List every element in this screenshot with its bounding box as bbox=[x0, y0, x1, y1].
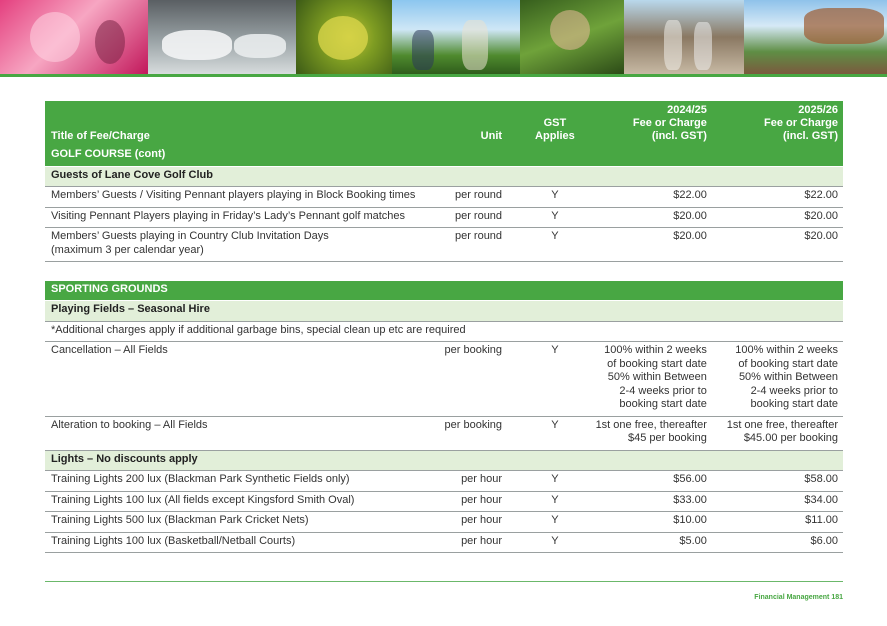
fee-2025-26: $11.00 bbox=[712, 512, 843, 533]
section-spacer bbox=[45, 262, 843, 281]
header-fy2025 bbox=[712, 101, 843, 146]
fee-unit: per hour bbox=[439, 532, 508, 553]
fee-line: $45.00 per booking bbox=[743, 432, 838, 444]
fee-line: 1st one free, thereafter bbox=[726, 418, 838, 431]
fee-gst: Y bbox=[507, 342, 580, 417]
fee-unit: per round bbox=[439, 187, 508, 208]
fee-line: 50% within Between bbox=[607, 371, 707, 383]
fee-gst: Y bbox=[507, 228, 580, 262]
subsection-title: Lights – No discounts apply bbox=[45, 450, 843, 471]
fee-line: 1st one free, thereafter bbox=[595, 418, 707, 431]
fee-line: of booking start date bbox=[607, 357, 707, 370]
fee-title: Training Lights 100 lux (All fields except Kingsford Smith Oval) bbox=[45, 491, 439, 512]
fee-line: $45 per booking bbox=[627, 432, 707, 444]
fee-unit: per round bbox=[439, 228, 508, 262]
fees-table bbox=[45, 101, 843, 553]
fee-2024-25 bbox=[580, 342, 712, 417]
fee-gst: Y bbox=[507, 471, 580, 492]
table-row bbox=[45, 491, 843, 512]
header-fy2025-line: (incl. GST) bbox=[783, 130, 838, 142]
fee-line: 100% within 2 weeks bbox=[604, 344, 707, 356]
fee-gst: Y bbox=[507, 207, 580, 228]
fee-title: Training Lights 200 lux (Blackman Park Synthetic Fields only) bbox=[45, 471, 439, 492]
fee-title: Visiting Pennant Players playing in Friday’s Lady’s Pennant golf matches bbox=[45, 207, 439, 228]
table-row bbox=[45, 512, 843, 533]
header-fy2025-line: 2025/26 bbox=[798, 104, 838, 116]
fee-title: Alteration to booking – All Fields bbox=[45, 416, 439, 450]
fee-2024-25: $20.00 bbox=[580, 228, 712, 262]
fee-2025-26: $58.00 bbox=[712, 471, 843, 492]
fee-unit: per booking bbox=[439, 342, 508, 417]
subsection-row-playing-fields bbox=[45, 301, 843, 322]
table-row bbox=[45, 342, 843, 417]
fee-2025-26 bbox=[712, 416, 843, 450]
fee-line: booking start date bbox=[619, 398, 707, 410]
photo-banner bbox=[0, 0, 887, 74]
subsection-row-lights bbox=[45, 450, 843, 471]
header-title: Title of Fee/Charge bbox=[45, 101, 439, 146]
table-row bbox=[45, 416, 843, 450]
fee-2024-25 bbox=[580, 416, 712, 450]
header-fy2025-line: Fee or Charge bbox=[764, 117, 838, 129]
banner-photo-children-play bbox=[0, 0, 148, 74]
fee-2025-26: $6.00 bbox=[712, 532, 843, 553]
banner-divider bbox=[0, 74, 887, 77]
fee-2025-26: $34.00 bbox=[712, 491, 843, 512]
fee-unit: per round bbox=[439, 207, 508, 228]
fee-title-line: (maximum 3 per calendar year) bbox=[51, 243, 204, 256]
page-footer: Financial Management 181 bbox=[754, 594, 843, 601]
fee-gst: Y bbox=[507, 532, 580, 553]
fee-unit: per booking bbox=[439, 416, 508, 450]
fee-2024-25: $56.00 bbox=[580, 471, 712, 492]
fee-2025-26: $22.00 bbox=[712, 187, 843, 208]
banner-photo-electric-cars bbox=[148, 0, 296, 74]
fee-2025-26 bbox=[712, 342, 843, 417]
header-fy2024 bbox=[580, 101, 712, 146]
fee-line: 50% within Between bbox=[738, 371, 838, 383]
fee-title: Members’ Guests / Visiting Pennant players playing in Block Booking times bbox=[45, 187, 439, 208]
fee-2025-26: $20.00 bbox=[712, 207, 843, 228]
note-text: *Additional charges apply if additional garbage bins, special clean up etc are required bbox=[45, 321, 843, 342]
header-unit: Unit bbox=[439, 101, 508, 146]
fee-2024-25: $5.00 bbox=[580, 532, 712, 553]
fee-line: 2-4 weeks prior to bbox=[619, 384, 707, 397]
fee-2024-25: $22.00 bbox=[580, 187, 712, 208]
table-row bbox=[45, 187, 843, 208]
fee-unit: per hour bbox=[439, 471, 508, 492]
banner-photo-plaza-building bbox=[744, 0, 887, 74]
fee-2024-25: $20.00 bbox=[580, 207, 712, 228]
header-gst-line: GST bbox=[543, 117, 567, 129]
subsection-title: Playing Fields – Seasonal Hire bbox=[45, 301, 843, 322]
header-fy2024-line: Fee or Charge bbox=[632, 117, 707, 129]
section-row-sporting bbox=[45, 281, 843, 301]
fee-2025-26: $20.00 bbox=[712, 228, 843, 262]
fee-title bbox=[45, 228, 439, 262]
banner-photo-family-park bbox=[392, 0, 520, 74]
header-fy2024-line: (incl. GST) bbox=[651, 130, 707, 142]
header-gst-line: Applies bbox=[535, 130, 575, 142]
fee-title: Cancellation – All Fields bbox=[45, 342, 439, 417]
section-row-golf bbox=[45, 146, 843, 166]
fee-title: Training Lights 100 lux (Basketball/Netball Courts) bbox=[45, 532, 439, 553]
fee-line: booking start date bbox=[750, 398, 838, 410]
header-fy2024-line: 2024/25 bbox=[667, 104, 707, 116]
fee-gst: Y bbox=[507, 187, 580, 208]
fee-gst: Y bbox=[507, 491, 580, 512]
table-header-row bbox=[45, 101, 843, 146]
table-row bbox=[45, 471, 843, 492]
note-row bbox=[45, 321, 843, 342]
spacer-cell bbox=[45, 262, 843, 281]
fee-title-line: Members’ Guests playing in Country Club Invitation Days bbox=[51, 230, 329, 242]
section-title: SPORTING GROUNDS bbox=[45, 281, 843, 301]
table-row bbox=[45, 532, 843, 553]
section-title: GOLF COURSE (cont) bbox=[45, 146, 843, 166]
subsection-row-golf-guests bbox=[45, 166, 843, 187]
table-row bbox=[45, 207, 843, 228]
footer-divider bbox=[45, 581, 843, 582]
table-row bbox=[45, 228, 843, 262]
banner-photo-frog bbox=[296, 0, 392, 74]
fee-unit: per hour bbox=[439, 491, 508, 512]
fee-line: of booking start date bbox=[738, 357, 838, 370]
fee-2024-25: $10.00 bbox=[580, 512, 712, 533]
fee-gst: Y bbox=[507, 416, 580, 450]
fee-2024-25: $33.00 bbox=[580, 491, 712, 512]
fee-line: 100% within 2 weeks bbox=[735, 344, 838, 356]
fee-gst: Y bbox=[507, 512, 580, 533]
fee-title: Training Lights 500 lux (Blackman Park Cricket Nets) bbox=[45, 512, 439, 533]
banner-photo-garden-group bbox=[520, 0, 624, 74]
header-gst bbox=[507, 101, 580, 146]
fee-unit: per hour bbox=[439, 512, 508, 533]
banner-photo-street-walkers bbox=[624, 0, 744, 74]
fee-line: 2-4 weeks prior to bbox=[750, 384, 838, 397]
subsection-title: Guests of Lane Cove Golf Club bbox=[45, 166, 843, 187]
